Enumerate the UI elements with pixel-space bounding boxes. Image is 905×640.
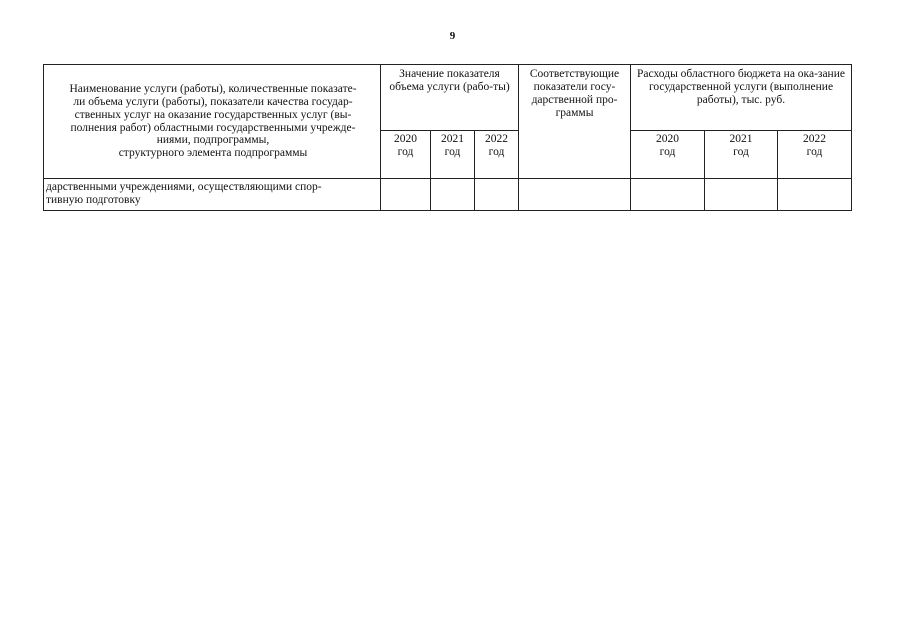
row-service-name [44,179,381,211]
year-unit: год [659,145,676,158]
header-program-indicators: Соответствующие показатели госу-дарственной про-граммы [519,65,631,179]
page-number: 9 [449,30,456,42]
header-name-line: структурного элемента подпрограммы [118,147,308,160]
row-indicator-2020 [381,179,431,211]
year-unit: год [733,145,749,158]
row-budget-2022 [778,179,852,211]
header-name-line: ственных услуг на оказание государственных услуг (вы- [74,108,352,121]
year-label: 2021 [441,133,464,145]
row-budget-2021 [705,179,778,211]
row-budget-2020 [631,179,705,211]
header-row-top [44,65,852,131]
header-indicator-value: Значение показателя объема услуги (рабо-ты) [381,65,519,131]
budget-year-2022 [778,131,852,179]
row-program-indicator [519,179,631,211]
year-label: 2021 [729,133,753,145]
row-name-line: тивную подготовку [46,193,141,206]
row-indicator-2022 [475,179,519,211]
year-label: 2022 [803,133,826,145]
header-name-line: ли объема услуги (работы), показатели качества государ- [73,95,353,108]
row-name-line: дарственными учреждениями, осуществляющими спор- [46,181,322,193]
indicator-year-2022 [475,131,519,179]
year-unit: год [444,145,461,158]
budget-year-2020 [631,131,705,179]
budget-year-2021 [705,131,778,179]
budget-table [43,64,852,211]
year-label: 2020 [656,133,679,145]
year-unit: год [397,145,414,158]
indicator-year-2020 [381,131,431,179]
year-unit: год [488,145,505,158]
table-row [44,179,852,211]
row-indicator-2021 [431,179,475,211]
header-budget-expenses: Расходы областного бюджета на ока-зание государственной услуги (выполнение работы), тыс. руб. [631,65,852,131]
year-label: 2022 [485,133,508,145]
indicator-year-2021 [431,131,475,179]
year-unit: год [806,145,823,158]
header-name-line: полнения работ) областными государственными учрежде- [70,121,356,134]
year-label: 2020 [394,133,417,145]
header-name-line: Наименование услуги (работы), количественные показате- [69,82,357,95]
header-service-name [44,65,381,179]
header-name-line: ниями, подпрограммы, [156,134,270,147]
